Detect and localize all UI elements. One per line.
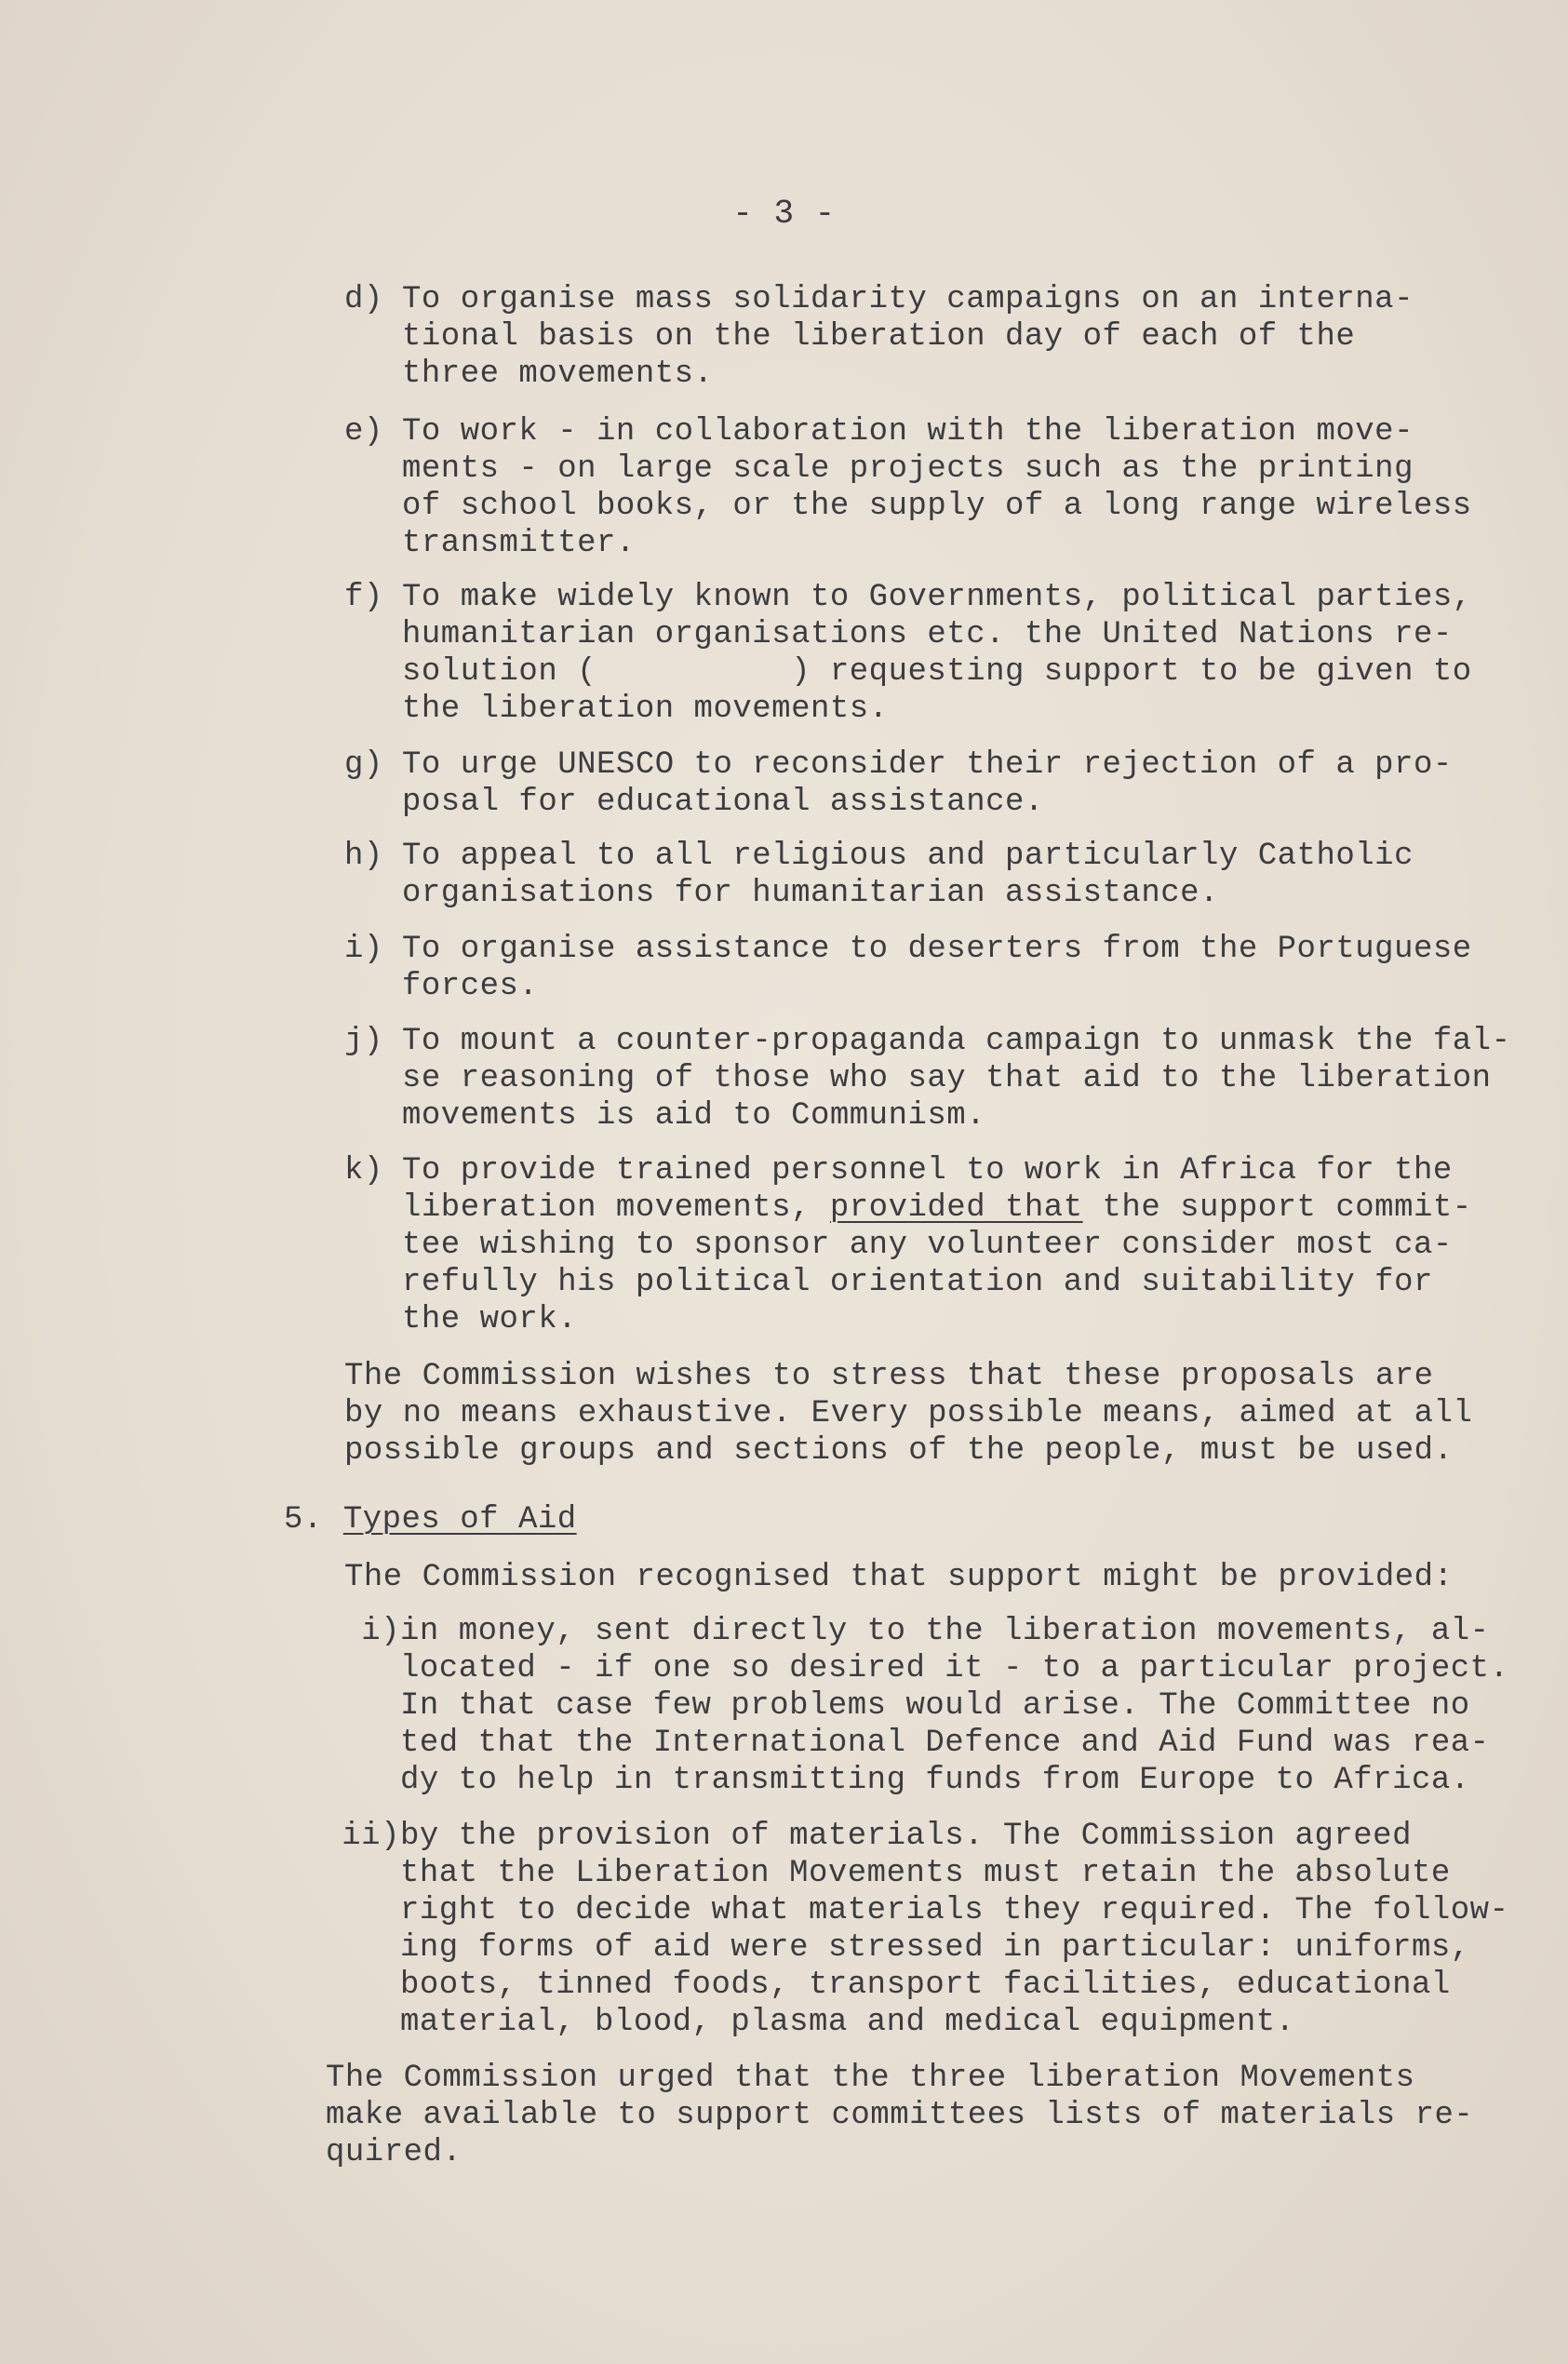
text-line: humanitarian organisations etc. the United Nations re- (402, 617, 1453, 652)
text-line: tional basis on the liberation day of each of the (402, 319, 1356, 355)
text-line: To organise mass solidarity campaigns on an interna- (402, 282, 1414, 317)
text-line: in money, sent directly to the liberation movements, al- (400, 1614, 1490, 1649)
text-line: material, blood, plasma and medical equipment. (400, 2005, 1295, 2040)
list-label: j) (344, 1024, 383, 1059)
text-line: solution ( ) requesting support to be given to (402, 654, 1472, 690)
text-segment: the support commit- (1082, 1190, 1472, 1226)
section-title: Types of Aid (342, 1502, 577, 1538)
text-line: ted that the International Defence and Aid Fund was rea- (400, 1726, 1490, 1761)
section-number: 5. (284, 1502, 323, 1538)
list-label: k) (344, 1153, 383, 1189)
text-line: To provide trained personnel to work in Africa for the (402, 1153, 1453, 1189)
page-number: - 3 - (732, 195, 836, 233)
text-line: that the Liberation Movements must retain the absolute (400, 1856, 1451, 1891)
list-label: e) (344, 414, 383, 450)
text-line: To mount a counter-propaganda campaign to unmask the fal- (402, 1024, 1511, 1059)
list-label: i) (344, 932, 383, 967)
text-line: ments - on large scale projects such as the printing (402, 451, 1414, 487)
text-line (402, 1189, 1470, 1227)
list-text (402, 1023, 1511, 1135)
text-line: The Commission wishes to stress that these proposals are (344, 1359, 1434, 1394)
text-line: right to decide what materials they required. The follow- (400, 1893, 1509, 1928)
list-label: i) (361, 1614, 400, 1649)
text-line: boots, tinned foods, transport facilities, educational (400, 1968, 1451, 2003)
list-text (400, 1613, 1509, 1799)
text-line: tee wishing to sponsor any volunteer consider most ca- (402, 1228, 1453, 1263)
list-text (402, 413, 1470, 562)
closing-paragraph (344, 1358, 1508, 1470)
text-line: the work. (402, 1302, 578, 1337)
text-segment: liberation movements, (402, 1190, 830, 1226)
text-line: To organise assistance to deserters from the Portuguese (402, 932, 1472, 967)
text-line: transmitter. (402, 526, 636, 561)
text-line: dy to help in transmitting funds from Europe to Africa. (400, 1763, 1470, 1798)
text-line: quired. (326, 2135, 462, 2170)
text-line: forces. (402, 969, 539, 1004)
text-line: To urge UNESCO to reconsider their rejection of a pro- (402, 747, 1453, 783)
underlined-phrase: provided that (829, 1190, 1083, 1226)
list-label: d) (344, 282, 383, 317)
text-line: The Commission urged that the three liberation Movements (326, 2061, 1415, 2096)
text-line: To make widely known to Governments, political parties, (402, 580, 1472, 615)
text-line: posal for educational assistance. (402, 785, 1044, 820)
text-line: the liberation movements. (402, 692, 889, 727)
text-line: make available to support committees lists of materials re- (326, 2098, 1474, 2133)
text-line: located - if one so desired it - to a particular project. (400, 1651, 1509, 1686)
text-line: In that case few problems would arise. The Committee no (400, 1688, 1470, 1724)
section-intro (344, 1559, 1508, 1596)
text-line: To work - in collaboration with the liberation move- (402, 414, 1414, 450)
text-line: se reasoning of those who say that aid to the liberation (402, 1061, 1492, 1096)
text-line: possible groups and sections of the people, must be used. (344, 1433, 1454, 1469)
list-text (402, 579, 1470, 728)
list-label: g) (344, 747, 383, 783)
list-text (402, 931, 1470, 1005)
text-line: of school books, or the supply of a long range wireless (402, 489, 1472, 524)
text-line: To appeal to all religious and particularly Catholic (402, 839, 1414, 874)
list-label: f) (344, 580, 383, 615)
list-text (402, 1152, 1470, 1338)
text-line: The Commission recognised that support might be provided: (344, 1560, 1454, 1595)
text-line: ing forms of aid were stressed in particular: uniforms, (400, 1930, 1470, 1966)
list-text (402, 281, 1470, 393)
final-paragraph (326, 2060, 1489, 2171)
text-line: by no means exhaustive. Every possible means, aimed at all (344, 1396, 1473, 1431)
list-text (402, 838, 1470, 912)
text-line: movements is aid to Communism. (402, 1098, 986, 1134)
list-text (400, 1818, 1509, 2041)
list-text (402, 746, 1470, 821)
list-label: ii) (342, 1819, 400, 1854)
text-line: by the provision of materials. The Commission agreed (400, 1819, 1412, 1854)
text-line: refully his political orientation and suitability for (402, 1265, 1433, 1300)
text-line: organisations for humanitarian assistance. (402, 876, 1219, 911)
list-label: h) (344, 839, 383, 874)
section-heading (284, 1501, 577, 1538)
text-line: three movements. (402, 356, 714, 392)
